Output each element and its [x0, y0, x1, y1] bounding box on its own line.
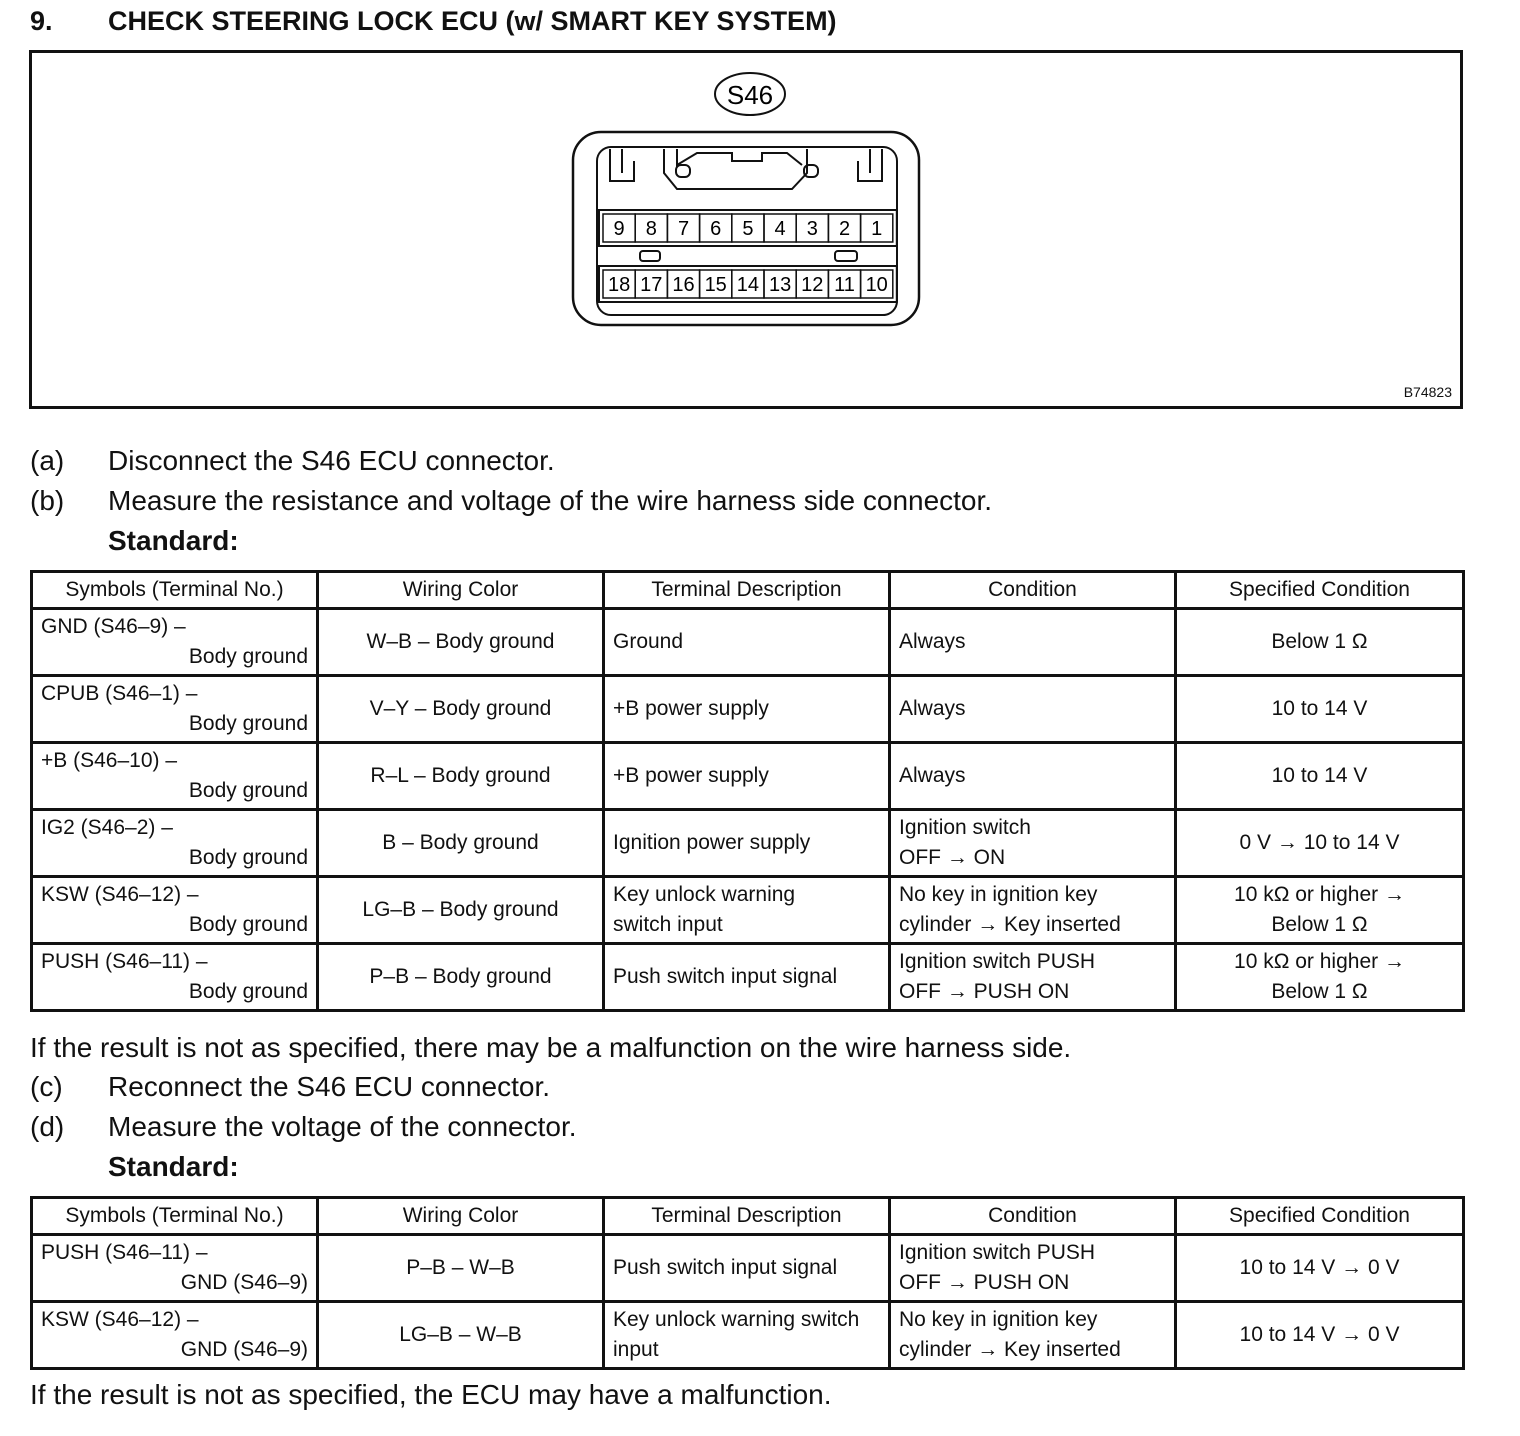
specified-line: Below 1 Ω: [1271, 980, 1368, 1003]
specified-line: 10 to 14 V → 0 V: [1239, 1323, 1400, 1346]
pin-number: 2: [838, 218, 851, 240]
description-line: input: [613, 1338, 659, 1361]
pin-number: 17: [640, 274, 663, 296]
description-line: Key unlock warning: [613, 883, 796, 906]
pin-number: 10: [865, 274, 888, 296]
connector-label: S46: [726, 80, 774, 110]
condition-line: Ignition switch PUSH: [899, 1241, 1096, 1264]
pin-number: 1: [871, 218, 883, 240]
spec-table-voltage: [30, 1196, 1465, 1370]
latch-slot-left: [676, 165, 690, 177]
cell-wiring-color: B – Body ground: [318, 810, 604, 877]
cell-specified-condition: [1176, 810, 1464, 877]
spec-table-resistance: [30, 570, 1465, 1012]
condition-line: Always: [899, 697, 966, 720]
pin-number: 13: [768, 274, 792, 296]
cell-condition: [890, 676, 1176, 743]
cell-symbols: [32, 609, 318, 676]
cell-condition: [890, 1235, 1176, 1302]
note-ecu: If the result is not as specified, the ECU may have a malfunction.: [30, 1379, 832, 1410]
pin-number: 6: [710, 218, 722, 240]
condition-line: OFF → ON: [899, 846, 1006, 869]
symbol-terminal: PUSH (S46–11) –: [41, 950, 208, 973]
cell-specified-condition: [1176, 676, 1464, 743]
description-line: Push switch input signal: [613, 965, 838, 988]
step-a-label: (a): [30, 445, 65, 476]
specified-line: 10 to 14 V → 0 V: [1239, 1256, 1400, 1279]
connector-diagram: [32, 53, 1460, 406]
cell-terminal-description: [604, 1235, 890, 1302]
cell-wiring-color: W–B – Body ground: [318, 609, 604, 676]
pin-number: 14: [736, 274, 760, 296]
symbol-terminal: +B (S46–10) –: [41, 749, 178, 772]
symbol-terminal: PUSH (S46–11) –: [41, 1241, 208, 1264]
table-header-row: [32, 572, 1464, 609]
cell-condition: [890, 1302, 1176, 1369]
table-row: [32, 944, 1464, 1011]
condition-line: cylinder → Key inserted: [899, 913, 1121, 936]
table-header-row: [32, 1198, 1464, 1235]
right-hook: [858, 149, 882, 181]
cell-specified-condition: [1176, 1302, 1464, 1369]
condition-line: OFF → PUSH ON: [899, 980, 1070, 1003]
header-symbols: Symbols (Terminal No.): [32, 572, 318, 609]
header-wiring-color: Wiring Color: [318, 572, 604, 609]
symbol-reference: Body ground: [188, 645, 308, 668]
condition-line: Always: [899, 764, 966, 787]
cell-wiring-color: LG–B – W–B: [318, 1302, 604, 1369]
pin-number: 8: [645, 218, 657, 240]
step-b-label: (b): [30, 485, 65, 516]
specified-line: Below 1 Ω: [1271, 913, 1368, 936]
cell-terminal-description: [604, 743, 890, 810]
symbol-reference: Body ground: [188, 846, 308, 869]
table-row: [32, 877, 1464, 944]
header-terminal-description: Terminal Description: [604, 572, 890, 609]
specified-line: 10 to 14 V: [1271, 697, 1368, 720]
table-row: [32, 1235, 1464, 1302]
condition-line: OFF → PUSH ON: [899, 1271, 1070, 1294]
locator-tab-left: [640, 251, 660, 261]
step-d-text: Measure the voltage of the connector.: [108, 1111, 577, 1142]
cell-condition: [890, 877, 1176, 944]
cell-specified-condition: [1176, 944, 1464, 1011]
cell-wiring-color: LG–B – Body ground: [318, 877, 604, 944]
connector-figure: [29, 50, 1463, 409]
header-wiring-color: Wiring Color: [318, 1198, 604, 1235]
figure-id: B74823: [1403, 384, 1452, 400]
cell-wiring-color: P–B – W–B: [318, 1235, 604, 1302]
cell-specified-condition: [1176, 609, 1464, 676]
step-d-label: (d): [30, 1111, 65, 1142]
pin-row-top: [599, 210, 897, 246]
symbol-reference: Body ground: [188, 779, 308, 802]
description-line: Push switch input signal: [613, 1256, 838, 1279]
cell-condition: [890, 609, 1176, 676]
cell-symbols: [32, 944, 318, 1011]
cell-symbols: [32, 810, 318, 877]
pin-number: 7: [677, 218, 690, 240]
cell-terminal-description: [604, 877, 890, 944]
condition-line: Ignition switch: [899, 816, 1031, 839]
cell-symbols: [32, 676, 318, 743]
cell-symbols: [32, 1235, 318, 1302]
pin-row-bottom: [599, 266, 897, 302]
pin-number: 16: [672, 274, 695, 296]
header-condition: Condition: [890, 572, 1176, 609]
header-condition: Condition: [890, 1198, 1176, 1235]
symbol-reference: Body ground: [188, 712, 308, 735]
specified-line: 0 V → 10 to 14 V: [1239, 831, 1400, 854]
description-line: switch input: [613, 913, 723, 936]
pin-number: 5: [742, 218, 754, 240]
step-c-label: (c): [30, 1071, 63, 1102]
cell-condition: [890, 810, 1176, 877]
step-a-text: Disconnect the S46 ECU connector.: [108, 445, 555, 476]
symbol-terminal: IG2 (S46–2) –: [41, 816, 173, 839]
step-c-text: Reconnect the S46 ECU connector.: [108, 1071, 551, 1102]
condition-line: Always: [899, 630, 966, 653]
header-terminal-description: Terminal Description: [604, 1198, 890, 1235]
pin-number: 3: [806, 218, 818, 240]
symbol-reference: Body ground: [188, 913, 308, 936]
cell-terminal-description: [604, 609, 890, 676]
step-title: CHECK STEERING LOCK ECU (w/ SMART KEY SYSTEM): [108, 6, 837, 36]
cell-terminal-description: [604, 1302, 890, 1369]
description-line: Ignition power supply: [613, 831, 811, 854]
step-number: 9.: [30, 6, 53, 36]
cell-condition: [890, 743, 1176, 810]
pin-number: 4: [774, 218, 786, 240]
cell-symbols: [32, 1302, 318, 1369]
specified-line: 10 kΩ or higher →: [1234, 950, 1405, 973]
cell-terminal-description: [604, 810, 890, 877]
standard-label-2: Standard:: [108, 1151, 239, 1182]
pin-number: 15: [704, 274, 727, 296]
pin-number: 12: [801, 274, 824, 296]
condition-line: No key in ignition key: [899, 1308, 1098, 1331]
symbol-reference: Body ground: [188, 980, 308, 1003]
left-hook: [610, 149, 634, 181]
condition-line: Ignition switch PUSH: [899, 950, 1096, 973]
pin-number: 18: [607, 274, 631, 296]
description-line: Key unlock warning switch: [613, 1308, 860, 1331]
cell-wiring-color: V–Y – Body ground: [318, 676, 604, 743]
cell-specified-condition: [1176, 743, 1464, 810]
cell-wiring-color: P–B – Body ground: [318, 944, 604, 1011]
symbol-terminal: CPUB (S46–1) –: [41, 682, 198, 705]
pin-number: 11: [834, 274, 855, 296]
symbol-reference: GND (S46–9): [180, 1338, 308, 1361]
header-specified-condition: Specified Condition: [1176, 1198, 1464, 1235]
pin-number: 9: [613, 218, 625, 240]
cell-symbols: [32, 877, 318, 944]
cell-terminal-description: [604, 944, 890, 1011]
description-line: Ground: [613, 630, 684, 653]
table-row: [32, 609, 1464, 676]
header-specified-condition: Specified Condition: [1176, 572, 1464, 609]
cell-symbols: [32, 743, 318, 810]
table-row: [32, 810, 1464, 877]
cell-terminal-description: [604, 676, 890, 743]
symbol-reference: GND (S46–9): [180, 1271, 308, 1294]
symbol-terminal: GND (S46–9) –: [41, 615, 186, 638]
condition-line: No key in ignition key: [899, 883, 1098, 906]
step-b-text: Measure the resistance and voltage of the wire harness side connector.: [108, 485, 993, 516]
standard-label-1: Standard:: [108, 525, 239, 556]
description-line: +B power supply: [613, 764, 769, 787]
description-line: +B power supply: [613, 697, 769, 720]
connector-latch: [664, 149, 807, 189]
specified-line: Below 1 Ω: [1271, 630, 1368, 653]
cell-condition: [890, 944, 1176, 1011]
symbol-terminal: KSW (S46–12) –: [41, 883, 199, 906]
specified-line: 10 kΩ or higher →: [1234, 883, 1405, 906]
symbol-terminal: KSW (S46–12) –: [41, 1308, 199, 1331]
note-harness: If the result is not as specified, there may be a malfunction on the wire harness side.: [30, 1032, 1072, 1063]
header-symbols: Symbols (Terminal No.): [32, 1198, 318, 1235]
table-row: [32, 1302, 1464, 1369]
cell-specified-condition: [1176, 877, 1464, 944]
condition-line: cylinder → Key inserted: [899, 1338, 1121, 1361]
table-row: [32, 676, 1464, 743]
table-row: [32, 743, 1464, 810]
locator-tab-right: [835, 251, 857, 261]
specified-line: 10 to 14 V: [1271, 764, 1368, 787]
cell-specified-condition: [1176, 1235, 1464, 1302]
cell-wiring-color: R–L – Body ground: [318, 743, 604, 810]
